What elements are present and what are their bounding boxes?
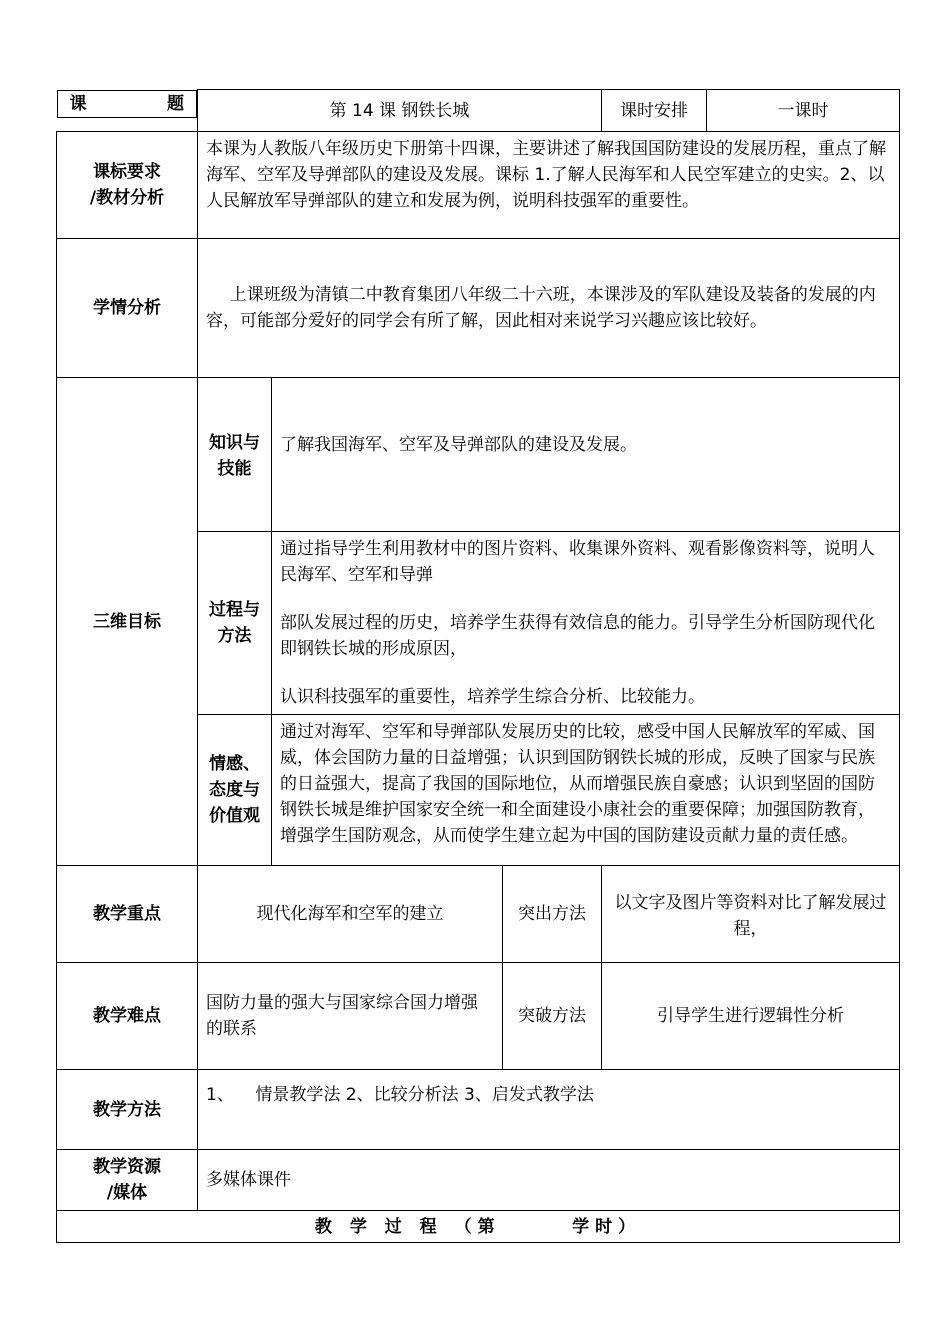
process-para2: 部队发展过程的历史，培养学生获得有效信息的能力。引导学生分析国防现代化即钢铁长城的形成原因， <box>280 613 875 659</box>
emotion-label-line3: 价值观 <box>209 806 260 826</box>
curriculum-text: 本课为人教版八年级历史下册第十四课，主要讲述了解我国国防建设的发展历程，重点了解海军、空军及导弹部队的建设及发展。课标 1.了解人民海军和人民空军建立的史实。2、以人民解放军导弹部队的建立和发展为例，说明科技强军的重要性。 <box>198 132 900 239</box>
process-label <box>198 532 272 715</box>
resources-label-line1: 教学资源 <box>93 1157 161 1177</box>
emotion-label <box>198 715 272 866</box>
curriculum-label-line2: /教材分析 <box>89 188 165 208</box>
knowledge-label <box>198 378 272 532</box>
difficulty-row <box>57 963 900 1070</box>
key-point-text: 现代化海军和空军的建立 <box>198 866 503 963</box>
title-label-a: 课 <box>69 93 87 114</box>
curriculum-row <box>57 132 900 239</box>
key-point-label: 教学重点 <box>57 866 198 963</box>
knowledge-label-line1: 知识与 <box>209 433 260 453</box>
learner-label: 学情分析 <box>57 239 198 378</box>
resources-text: 多媒体课件 <box>198 1150 900 1211</box>
teaching-method-label: 教学方法 <box>57 1070 198 1150</box>
curriculum-label <box>57 132 198 239</box>
key-point-method-label: 突出方法 <box>503 866 602 963</box>
knowledge-text: 了解我国海军、空军及导弹部队的建设及发展。 <box>272 378 900 532</box>
title-label <box>57 90 198 118</box>
process-footer: 教 学 过 程 （第 学时） <box>57 1211 900 1243</box>
resources-row <box>57 1150 900 1211</box>
difficulty-method-text: 引导学生进行逻辑性分析 <box>602 963 900 1070</box>
objectives-knowledge-row <box>57 378 900 532</box>
process-label-line2: 方法 <box>217 626 252 646</box>
schedule-value: 一课时 <box>707 90 900 132</box>
emotion-label-line2: 态度与 <box>209 780 260 800</box>
objectives-label: 三维目标 <box>57 378 198 866</box>
process-text <box>272 532 900 715</box>
emotion-text: 通过对海军、空军和导弹部队发展历史的比较，感受中国人民解放军的军威、国威，体会国防力量的日益增强；认识到国防钢铁长城的形成，反映了国家与民族的日益强大，提高了我国的国际地位，从而增强民族自豪感；认识到坚固的国防钢铁长城是维护国家安全统一和全面建设小康社会的重要保障；加强国防教育，增强学生国防观念，从而使学生建立起为中国的国防建设贡献力量的责任感。 <box>272 715 900 866</box>
process-footer-row <box>57 1211 900 1243</box>
curriculum-label-line1: 课标要求 <box>93 162 161 182</box>
process-gap1 <box>280 588 891 610</box>
teaching-method-row <box>57 1070 900 1150</box>
key-point-row <box>57 866 900 963</box>
process-label-line1: 过程与 <box>209 600 260 620</box>
schedule-label: 课时安排 <box>602 90 707 132</box>
title-label-b: 题 <box>167 93 184 114</box>
resources-label-line2: /媒体 <box>106 1183 148 1203</box>
teaching-method-text: 1、 情景教学法 2、比较分析法 3、启发式教学法 <box>198 1070 900 1150</box>
key-point-method-text: 以文字及图片等资料对比了解发展过程， <box>602 866 900 963</box>
emotion-label-line1: 情感、 <box>209 754 260 774</box>
learner-text: 上课班级为清镇二中教育集团八年级二十六班，本课涉及的军队建设及装备的发展的内容，可能部分爱好的同学会有所了解，因此相对来说学习兴趣应该比较好。 <box>198 239 900 378</box>
process-para3: 认识科技强军的重要性，培养学生综合分析、比较能力。 <box>280 687 705 707</box>
lesson-title: 第 14 课 钢铁长城 <box>198 90 602 132</box>
difficulty-method-label: 突破方法 <box>503 963 602 1070</box>
process-gap2 <box>280 662 891 684</box>
lesson-plan-table <box>56 89 900 1243</box>
difficulty-label: 教学难点 <box>57 963 198 1070</box>
resources-label <box>57 1150 198 1211</box>
knowledge-label-line2: 技能 <box>217 459 252 479</box>
difficulty-text: 国防力量的强大与国家综合国力增强的联系 <box>198 963 503 1070</box>
learner-row <box>57 239 900 378</box>
process-para1: 通过指导学生利用教材中的图片资料、收集课外资料、观看影像资料等，说明人民海军、空军和导弹 <box>280 539 875 585</box>
title-row <box>57 90 900 132</box>
